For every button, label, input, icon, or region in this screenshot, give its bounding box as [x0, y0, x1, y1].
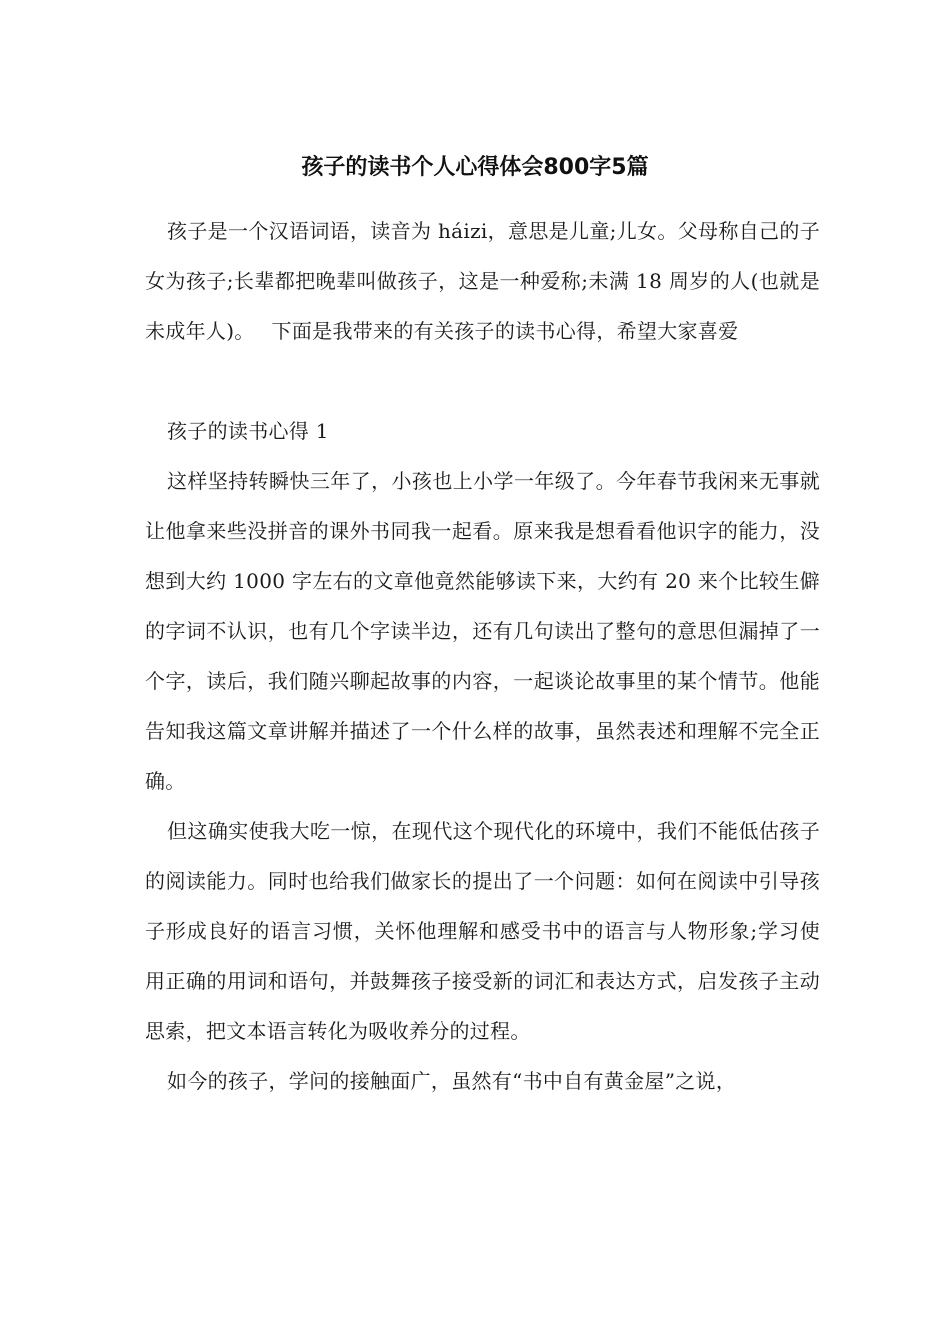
document-body: [145, 206, 820, 1106]
body-paragraph: 这样坚持转瞬快三年了，小孩也上小学一年级了。今年春节我闲来无事就让他拿来些没拼音的课外书同我一起看。原来我是想看看他识字的能力，没想到大约 1000 字左右的文章他竟然能够读下来，大约有 20 来个比较生僻的字词不认识，也有几个字读半边，还有几句读出了整句的意思但漏掉了一个字，读后，我们随兴聊起故事的内容，一起谈论故事里的某个情节。他能告知我这篇文章讲解并描述了一个什么样的故事，虽然表述和理解不完全正确。: [145, 469, 820, 793]
section-heading: 孩子的读书心得 1: [167, 419, 329, 443]
body-paragraph: 但这确实使我大吃一惊，在现代这个现代化的环境中，我们不能低估孩子的阅读能力。同时也给我们做家长的提出了一个问题：如何在阅读中引导孩子形成良好的语言习惯，关怀他理解和感受书中的语言与人物形象;学习使用正确的用词和语句，并鼓舞孩子接受新的词汇和表达方式，启发孩子主动思索，把文本语言转化为吸收养分的过程。: [145, 819, 820, 1043]
intro-paragraph: 孩子是一个汉语词语，读音为 háizi，意思是儿童;儿女。父母称自己的子女为孩子;长辈都把晚辈叫做孩子，这是一种爱称;未满 18 周岁的人(也就是未成年人)。 下面是我带来的有关孩子的读书心得，希望大家喜爱: [145, 219, 820, 343]
document-title: 孩子的读书个人心得体会800字5篇: [301, 155, 649, 180]
body-paragraph: 如今的孩子，学问的接触面广，虽然有“书中自有黄金屋”之说，: [167, 1069, 737, 1093]
